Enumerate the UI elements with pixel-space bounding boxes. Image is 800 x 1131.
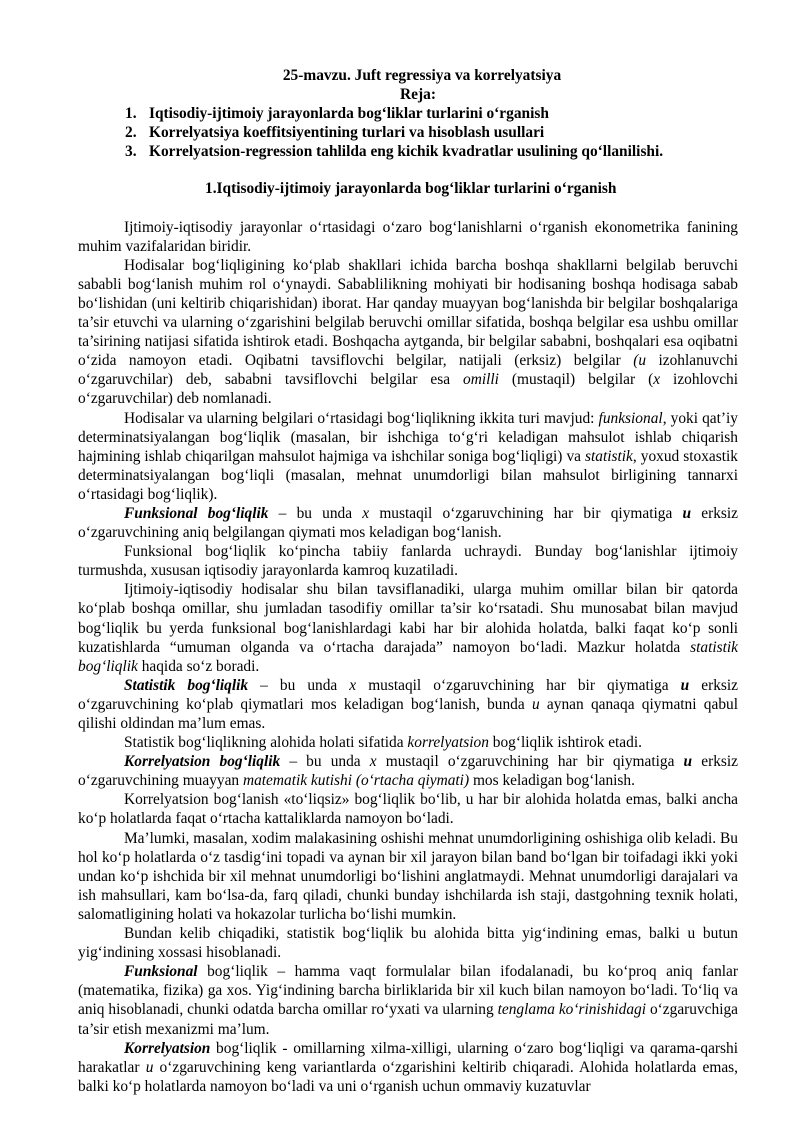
text-run: Ijtimoiy-iqtisodiy hodisalar shu bilan tavsiflanadiki, ularga muhim omillar bilan bir qatorda ko‘plab boshqa omillar, shu jumladan tasodifiy omillar ta’sir ko‘rsatadi. Shu munosabat bilan mavjud bog‘liqlik bu yerda funksional bog‘lanishlardagi kabi har bir alohida holatda, balki faqat ko‘p sonli kuzatishlarda “umuman olganda va o‘rtacha darajada” namoyon bo‘ladi. Mazkur holatda [78, 581, 738, 656]
paragraph [78, 676, 738, 733]
text-run: Ma’lumki, masalan, xodim malakasining oshishi mehnat unumdorligining oshishiga olib keladi. Bu hol ko‘p holatlarda o‘z tasdig‘ini topadi va aynan bir xil jarayon bilan band bo‘lgan bir toifadagi ikki yoki undan ko‘p ishchida bir xil mehnat unumdorligi bo‘lishini anglatmaydi. Mehnat unumdorligi darajalari va ish mahsullari, kam bo‘lsa-da, farq qiladi, chunki bunday ishchilarda ish staji, dastgohning texnik holati, salomatligining holati va hokazolar turlicha bo‘lishi mumkin. [78, 829, 738, 923]
text-run: izohlovchi o‘zgaruvchilar) deb nomlanadi. [78, 371, 739, 408]
paragraph [78, 924, 738, 962]
text-run: – bu unda [248, 676, 350, 694]
italic-text: (u [633, 352, 647, 370]
italic-text: funksional [598, 409, 663, 427]
text-run: haqida so‘z boradi. [137, 657, 260, 675]
plan-item-text: Korrelyatsion-regression tahlilda eng kichik kvadratlar usulining qo‘llanilishi. [149, 143, 664, 161]
text-run: erksiz o‘zgaruvchining ko‘plab qiymatlari mos keladigan bog‘lanish, bunda [78, 676, 738, 713]
text-run: bog‘liqlik - omillarning xilma-xilligi, ularning o‘zaro bog‘liqligi va qarama-qarshi harakatlar [78, 1039, 738, 1076]
paragraph [78, 256, 738, 409]
plan-list [78, 104, 738, 161]
italic-text: omilli [463, 371, 499, 389]
emphasis-term: Statistik bog‘liqlik [124, 676, 249, 694]
italic-text: korrelyatsion [407, 734, 489, 752]
italic-text: x [362, 504, 370, 522]
paragraph [78, 409, 738, 504]
plan-item [125, 142, 738, 161]
plan-item-number: 1. [125, 105, 137, 123]
italic-text: x [369, 753, 377, 771]
emphasis-term: u [682, 504, 692, 522]
text-run: (mustaqil) belgilar ( [498, 371, 654, 389]
italic-text: x [653, 371, 661, 389]
emphasis-term: Funksional bog‘liqlik [124, 504, 269, 522]
plan-item [125, 104, 738, 123]
italic-text: tenglama ko‘rinishidagi [497, 1001, 647, 1019]
paragraph [78, 542, 738, 580]
section-heading: 1.Iqtisodiy-ijtimoiy jarayonlarda bog‘liklar turlarini o‘rganish [205, 180, 617, 198]
text-run: Hodisalar bog‘liqligining ko‘plab shakllari ichida barcha boshqa shakllarni belgilab beruvchi sababli bog‘lanish muhim rol o‘ynaydi. Sabablilikning mohiyati bir hodisaning boshqa hodisaga sabab bo‘lishidan (uni keltirib chiqarishidan) iborat. Har qanday muayyan bog‘lanishda bir belgilar boshqalariga ta’sir etuvchi va ularning o‘zgarishini belgilab beruvchi omillar sifatida, boshqa belgilar esa ushbu omillar ta’sirining natijasi sifatida ishtirok etadi. Boshqacha aytganda, bir belgilar sababni, boshqalari esa oqibatni o‘zida namoyon etadi. Oqibatni tavsiflovchi belgilar, natijali (erksiz) belgilar [78, 256, 738, 370]
paragraph [78, 218, 738, 256]
text-run: mustaqil o‘zgaruvchining har bir qiymatiga [376, 753, 684, 771]
text-run: erksiz o‘zgaruvchining muayyan [78, 753, 738, 790]
text-run: – bu unda [280, 753, 370, 771]
document-title: 25-mavzu. Juft regressiya va korrelyatsiya [282, 67, 562, 84]
italic-text: u [531, 695, 540, 713]
text-run: Statistik bog‘liqlikning alohida holati sifatida [124, 734, 408, 752]
paragraph [78, 790, 738, 828]
paragraph [78, 962, 738, 1038]
text-run: Korrelyatsion bog‘lanish «to‘liqsiz» bog‘liqlik bo‘lib, u har bir alohida holatda emas, balki ancha ko‘p holatlarda faqat o‘rtacha kattaliklarda namoyon bo‘ladi. [78, 791, 738, 828]
text-run: erksiz o‘zgaruvchining aniq belgilangan qiymati mos keladigan bog‘lanish. [78, 504, 738, 542]
plan-item-number: 3. [125, 143, 137, 161]
plan-item-text: Iqtisodiy-ijtimoiy jarayonlarda bog‘liklar turlarini o‘rganish [149, 105, 549, 123]
paragraph [78, 733, 738, 752]
text-run: o‘zgaruvchiga ta’sir etish mexanizmi ma’lum. [78, 1001, 739, 1038]
italic-text: statistik [585, 447, 633, 465]
body-text [78, 218, 738, 1096]
emphasis-term: Korrelyatsion [124, 1039, 211, 1057]
italic-text: statistik bog‘liqlik [78, 638, 738, 675]
italic-text: u [145, 1058, 154, 1076]
text-run: Funksional bog‘liqlik ko‘pincha tabiiy fanlarda uchraydi. Bunday bog‘lanishlar ijtimoiy turmushda, xususan iqtisodiy jarayonlarda kamroq kuzatiladi. [78, 543, 738, 580]
text-run: o‘zgaruvchining keng variantlarda o‘zgarishini keltirib chiqaradi. Alohida holatlarda emas, balki ko‘p holatlarda namoyon bo‘ladi va uni o‘rganish uchun ommaviy kuzatuvlar [78, 1058, 738, 1095]
text-run: aynan qanaqa qiymatni qabul qilishi oldindan ma’lum emas. [78, 695, 738, 732]
text-run: izohlanuvchi o‘zgaruvchilar) deb, sababni tavsiflovchi belgilar esa [78, 352, 738, 389]
paragraph [78, 580, 738, 675]
text-run: – bu unda [268, 504, 363, 522]
text-run: Hodisalar va ularning belgilari o‘rtasidagi bog‘liqlikning ikkita turi mavjud: [124, 409, 599, 427]
italic-text: x [349, 676, 357, 694]
text-run: bog‘liqlik ishtirok etadi. [488, 734, 642, 752]
text-run: Ijtimoiy-iqtisodiy jarayonlar o‘rtasidagi o‘zaro bog‘lanishlarni o‘rganish ekonometrika fanining muhim vazifalaridan biridir. [78, 218, 738, 255]
emphasis-term: u [680, 676, 690, 694]
paragraph [78, 752, 738, 790]
text-run: bog‘liqlik – hamma vaqt formulalar bilan ifodalanadi, bu ko‘proq aniq fanlar (matematika, fizika) ga xos. Yig‘indining barcha birliklarida bir xil kuch bilan namoyon bo‘ladi. To‘liq va aniq hisoblanadi, chunki odatda barcha omillar ro‘yxati va ularning [78, 963, 738, 1019]
text-run: , yoki qat’iy determinatsiyalangan bog‘liqlik (masalan, bir ishchiga to‘g‘ri keladigan mahsulot ishlab chiqarish hajmining ishlab chiqarilgan mahsulot hajmiga va ishchilar soniga bog‘liqligi) va [78, 409, 738, 465]
paragraph [78, 1039, 738, 1096]
plan-item [125, 123, 738, 142]
paragraph [78, 504, 738, 542]
text-run: , yoxud stoxastik determinatsiyalangan bog‘liqli (masalan, mehnat unumdorligi bilan mahsulot birligining tannarxi o‘rtasidagi bog‘liqlik). [78, 447, 738, 503]
emphasis-term: u [683, 753, 693, 771]
text-run: Bundan kelib chiqadiki, statistik bog‘liqlik bu alohida bitta yig‘indining emas, balki u butun yig‘indining xossasi hisoblanadi. [78, 925, 738, 962]
italic-text: matematik kutishi (o‘rtacha qiymati) [242, 772, 470, 790]
text-run: mustaqil o‘zgaruvchining har bir qiymatiga [369, 504, 683, 522]
text-run: mos keladigan bog‘lanish. [469, 772, 635, 790]
plan-item-number: 2. [125, 124, 137, 142]
plan-heading: Reja: [400, 86, 436, 104]
emphasis-term: Korrelyatsion bog‘liqlik [124, 753, 281, 771]
emphasis-term: Funksional [124, 963, 198, 981]
paragraph [78, 829, 738, 924]
text-run: mustaqil o‘zgaruvchining har bir qiymatiga [356, 676, 681, 694]
plan-item-text: Korrelyatsiya koeffitsiyentining turlari va hisoblash usullari [149, 124, 545, 142]
